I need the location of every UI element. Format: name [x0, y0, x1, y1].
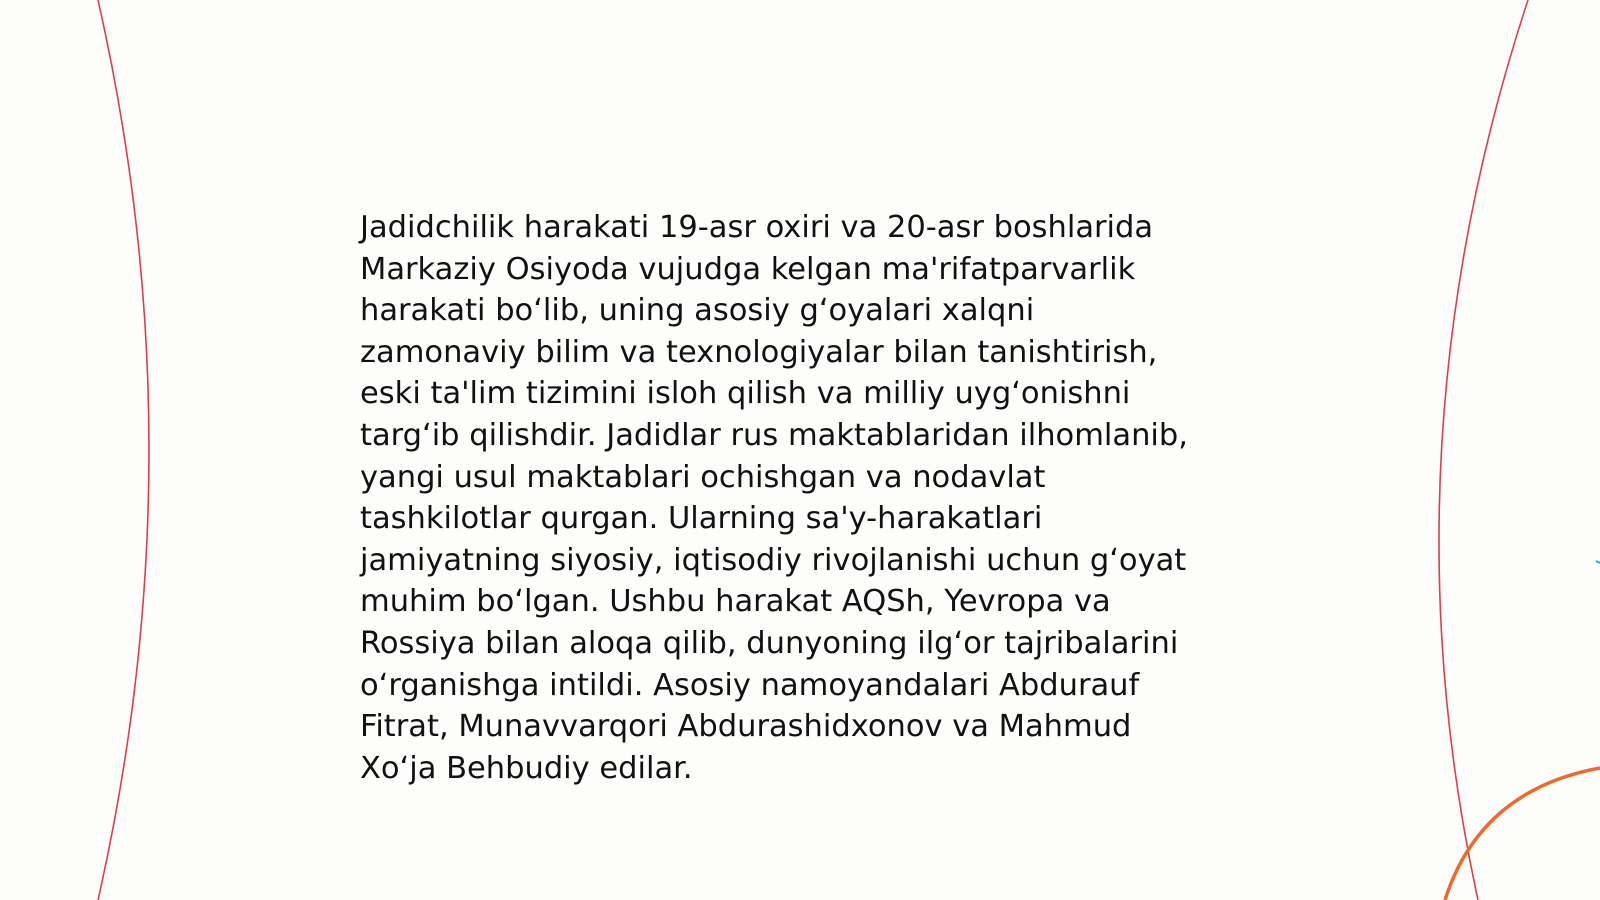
orange-arc — [1445, 768, 1600, 900]
body-paragraph: Jadidchilik harakati 19-asr oxiri va 20-asr boshlarida Markaziy Osiyoda vujudga kelgan ma'rifatparvarlik harakati bo‘lib, uning asosiy g‘oyalari xalqni zamonaviy bilim va texnologiyalar bilan tanishtirish, eski ta'lim tizimini isloh qilish va milliy uyg‘onishni targ‘ib qilishdir. Jadidlar rus maktablaridan ilhomlanib, yangi usul maktablari ochishgan va nodavlat tashkilotlar qurgan. Ularning sa'y-harakatlari jamiyatning siyosiy, iqtisodiy rivojlanishi uchun g‘oyat muhim bo‘lgan. Ushbu harakat AQSh, Yevropa va Rossiya bilan aloqa qilib, dunyoning ilg‘or tajribalarini o‘rganishga intildi. Asosiy namoyandalari Abdurauf Fitrat, Munavvarqori Abdurashidxonov va Mahmud Xo‘ja Behbudiy edilar. — [360, 210, 1188, 786]
right-curve-line — [1439, 0, 1528, 900]
teal-accent — [1596, 561, 1600, 563]
left-curve-line — [98, 0, 149, 900]
